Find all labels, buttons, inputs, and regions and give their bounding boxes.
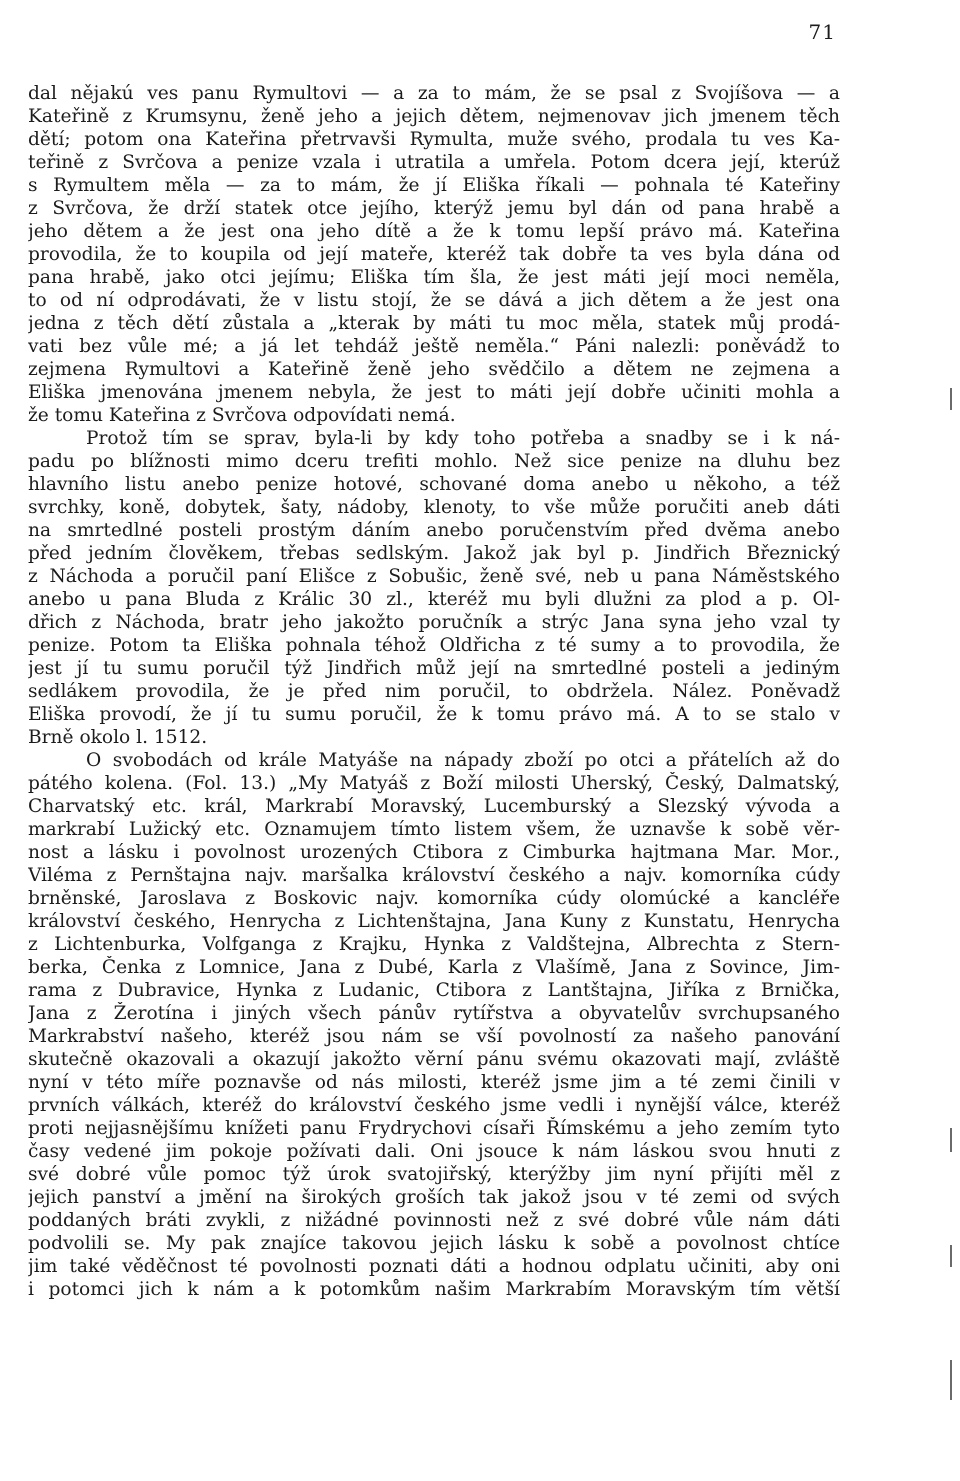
text-line: nost a lásku i povolnost urozených Ctibora z Cimburka hajtmana Mar. Mor., (28, 842, 840, 863)
text-line: anebo u pana Bluda z Králic 30 zl., kteréž mu byli dlužni za plod a p. Ol- (28, 589, 840, 610)
text-line: provodila, že to koupila od její mateře, kteréž tak dobře ta ves byla dána od (28, 244, 840, 265)
text-line: Eliška provodí, že jí tu sumu poručil, že k tomu právo má. A to se stalo v (28, 704, 840, 725)
text-line: pátého kolena. (Fol. 13.) „My Matyáš z Boží milosti Uherský, Český, Dalmatský, (28, 773, 840, 794)
text-line: to od ní odprodávati, že v listu stojí, že se dává a jich dětem a že jest ona (28, 290, 840, 311)
text-line: penize. Potom ta Eliška pohnala téhož Oldřicha z té sumy a to provodila, že (28, 635, 840, 656)
text-line: s Rymultem měla — za to mám, že jí Eliška říkali — pohnala té Kateřiny (28, 175, 840, 196)
text-line: svrchky, koně, dobytek, šaty, nádoby, klenoty, to vše může poručiti aneb dáti (28, 497, 840, 518)
text-line: brněnské, Jaroslava z Boskovic najv. komorníka cúdy olomúcké a kancléře (28, 888, 840, 909)
text-line: Charvatský etc. král, Markrabí Moravský, Lucemburský a Slezský vývoda a (28, 796, 840, 817)
text-line: časy vedené jim pokoje požívati dali. Oni jsouce k nám láskou svou hnuti z (28, 1141, 840, 1162)
text-line: nyní v této míře poznavše od nás milosti, kteréž jsme jim a té zemi činili v (28, 1072, 840, 1093)
text-line: před jedním člověkem, třebas sedlským. Jakož jak byl p. Jindřich Březnický (28, 543, 840, 564)
margin-mark (950, 1360, 952, 1400)
page-number: 71 (808, 20, 836, 44)
text-line: markrabí Lužický etc. Oznamujem tímto listem všem, že uznavše k sobě věr- (28, 819, 840, 840)
text-line: dal nějakú ves panu Rymultovi — a za to mám, že se psal z Svojíšova — a (28, 83, 840, 104)
text-line: zejmena Rymultovi a Kateřině ženě jeho svědčilo a dětem ne zejmena a (28, 359, 840, 380)
text-line: jedna z těch dětí zůstala a „kterak by máti tu moc měla, statek můj prodá- (28, 313, 840, 334)
text-line: prvních válkách, kteréž do království českého jsme vedli i nynější válce, kteréž (28, 1095, 840, 1116)
text-line: dřich z Náchoda, bratr jeho jakožto poručník a strýc Jana syna jeho vzal ty (28, 612, 840, 633)
text-line: i potomci jich k nám a k potomkům našim Markrabím Moravským tím větší (28, 1279, 840, 1300)
text-line: jejich panství a jmění na širokých groších tak jakož jsou v té zemi od svých (28, 1187, 840, 1208)
text-line: hlavního listu anebo penize hotové, schované doma anebo u někoho, a též (28, 474, 840, 495)
text-line: dětí; potom ona Kateřina přetrvavši Rymulta, muže svého, prodala tu ves Ka- (28, 129, 840, 150)
margin-mark (950, 388, 952, 410)
text-line: Markrabství našeho, kteréž jsou nám se vší povolností za našeho panování (28, 1026, 840, 1047)
text-line: z Náchoda a poručil paní Elišce z Sobušic, ženě své, neb u pana Náměstského (28, 566, 840, 587)
text-line: jeho dětem a že jest ona jeho dítě a že k tomu lepší právo má. Kateřina (28, 221, 840, 242)
text-line: jim také věděčnost té povolnosti poznati dáti a hodnou odplatu učiniti, aby oni (28, 1256, 840, 1277)
text-line: berka, Čenka z Lomnice, Jana z Dubé, Karla z Vlašímě, Jana z Sovince, Jim- (28, 957, 840, 978)
text-line: Kateřině z Krumsynu, ženě jeho a jejich dětem, nejmenovav jich jmenem těch (28, 106, 840, 127)
text-line: Eliška jmenována jmenem nebyla, že jest to máti její dobře učiniti mohla a (28, 382, 840, 403)
text-line: teřině z Svrčova a penize vzala i utratila a umřela. Potom dcera její, kterúž (28, 152, 840, 173)
text-line: sedlákem provodila, že je před nim poručil, to obdržela. Nález. Poněvadž (28, 681, 840, 702)
text-line: Protož tím se sprav, byla-li by kdy toho potřeba a snadby se i k ná- (86, 428, 840, 449)
text-line: království českého, Henrycha z Lichtenštajna, Jana Kuny z Kunstatu, Henrycha (28, 911, 840, 932)
text-line: Brně okolo l. 1512. (28, 727, 208, 748)
text-line: že tomu Kateřina z Svrčova odpovídati nemá. (28, 405, 456, 426)
text-line: poddaných bráti zvykli, z nižádné povinnosti než z své dobré vůle nám dáti (28, 1210, 840, 1231)
page-text (28, 82, 840, 1301)
margin-mark (950, 1128, 952, 1152)
text-line: padu po blížnosti mimo dceru trefiti mohlo. Než sice penize na dluhu bez (28, 451, 840, 472)
text-line: z Svrčova, že drží statek otce jejího, kterýž jemu byl dán od pana hrabě a (28, 198, 840, 219)
text-line: na smrtedlné posteli prostým dáním anebo poručenstvím před dvěma anebo (28, 520, 840, 541)
margin-mark (950, 1245, 952, 1267)
text-line: své dobré vůle pomoc týž úrok svatojiřský, kterýžby jim nyní přijíti měl z (28, 1164, 840, 1185)
text-line: O svobodách od krále Matyáše na nápady zboží po otci a přátelích až do (86, 750, 840, 771)
text-line: Viléma z Pernštajna najv. maršalka království českého a najv. komorníka cúdy (28, 865, 840, 886)
text-line: pana hrabě, jako otci jejímu; Eliška tím šla, že jest máti její moci neměla, (28, 267, 840, 288)
text-line: jest jí tu sumu poručil týž Jindřich můž její na smrtedlné posteli a jediným (28, 658, 840, 679)
text-line: rama z Dubravice, Hynka z Ludanic, Ctibora z Lantštajna, Jiříka z Brnička, (28, 980, 840, 1001)
text-line: z Lichtenburka, Volfganga z Krajku, Hynka z Valdštejna, Albrechta z Stern- (28, 934, 840, 955)
text-line: proti nejjasnějšímu knížeti panu Frydrychovi císaři Římskému a jeho zemím tyto (28, 1118, 840, 1139)
text-line: Jana z Žerotína i jiných všech pánův rytířstva a obyvatelův svrchupsaného (28, 1003, 840, 1024)
text-line: podvolili se. My pak znajíce takovou jejich lásku k sobě a povolnost chtíce (28, 1233, 840, 1254)
text-line: vati bez vůle mé; a já let tehdáž ještě neměla.“ Páni nalezli: poněvádž to (28, 336, 840, 357)
text-line: skutečně okazovali a okazují jakožto věrní pánu svému okazovati mají, zvláště (28, 1049, 840, 1070)
